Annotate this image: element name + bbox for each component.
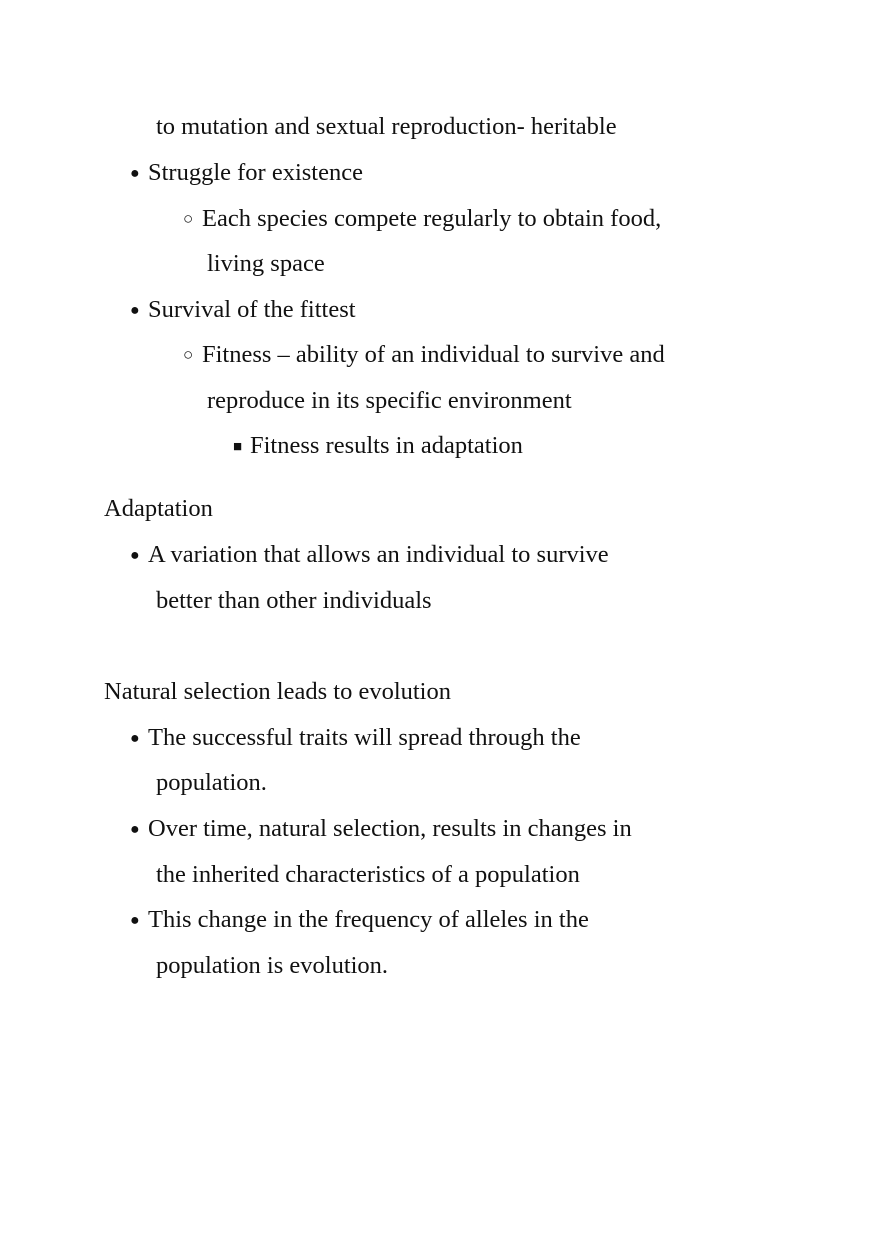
struggle-bullet-item [130,158,363,189]
survival-subsub-item [233,431,523,462]
filled-bullet-icon: ● [130,165,140,182]
survival-label: Survival of the fittest [148,296,356,323]
ns-item-1-line1: The successful traits will spread through the [148,724,581,751]
struggle-sub-item [183,204,661,234]
survival-sub-line1: Fitness – ability of an individual to survive and [202,341,665,368]
struggle-label: Struggle for existence [148,159,363,186]
survival-sub-line2: reproduce in its specific environment [207,387,572,414]
natural-selection-item-2 [130,814,632,845]
struggle-sub-line2: living space [207,250,325,277]
survival-bullet-item [130,295,356,326]
filled-bullet-icon: ● [130,821,140,838]
filled-bullet-icon: ● [130,547,140,564]
ns-item-3-line1: This change in the frequency of alleles in the [148,906,589,933]
adaptation-bullet-item [130,540,609,571]
filled-bullet-icon: ● [130,912,140,929]
natural-selection-item-1 [130,723,581,754]
hollow-bullet-icon: ○ [183,209,194,228]
ns-item-2-line2: the inherited characteristics of a population [156,861,580,888]
natural-selection-heading: Natural selection leads to evolution [104,678,451,705]
ns-item-1-line2: population. [156,769,267,796]
ns-item-2-line1: Over time, natural selection, results in changes in [148,815,632,842]
struggle-sub-line1: Each species compete regularly to obtain food, [202,205,662,232]
survival-subsub-text: Fitness results in adaptation [250,432,523,459]
adaptation-item-line2: better than other individuals [156,587,432,614]
square-bullet-icon: ■ [233,439,243,455]
adaptation-item-line1: A variation that allows an individual to survive [148,541,609,568]
ns-item-3-line2: population is evolution. [156,952,389,979]
filled-bullet-icon: ● [130,730,140,747]
adaptation-heading: Adaptation [104,495,213,522]
natural-selection-item-3 [130,905,589,936]
hollow-bullet-icon: ○ [183,345,194,364]
filled-bullet-icon: ● [130,302,140,319]
survival-sub-item [183,340,665,370]
variation-continuation-text: to mutation and sextual reproduction- heritable [156,113,617,140]
